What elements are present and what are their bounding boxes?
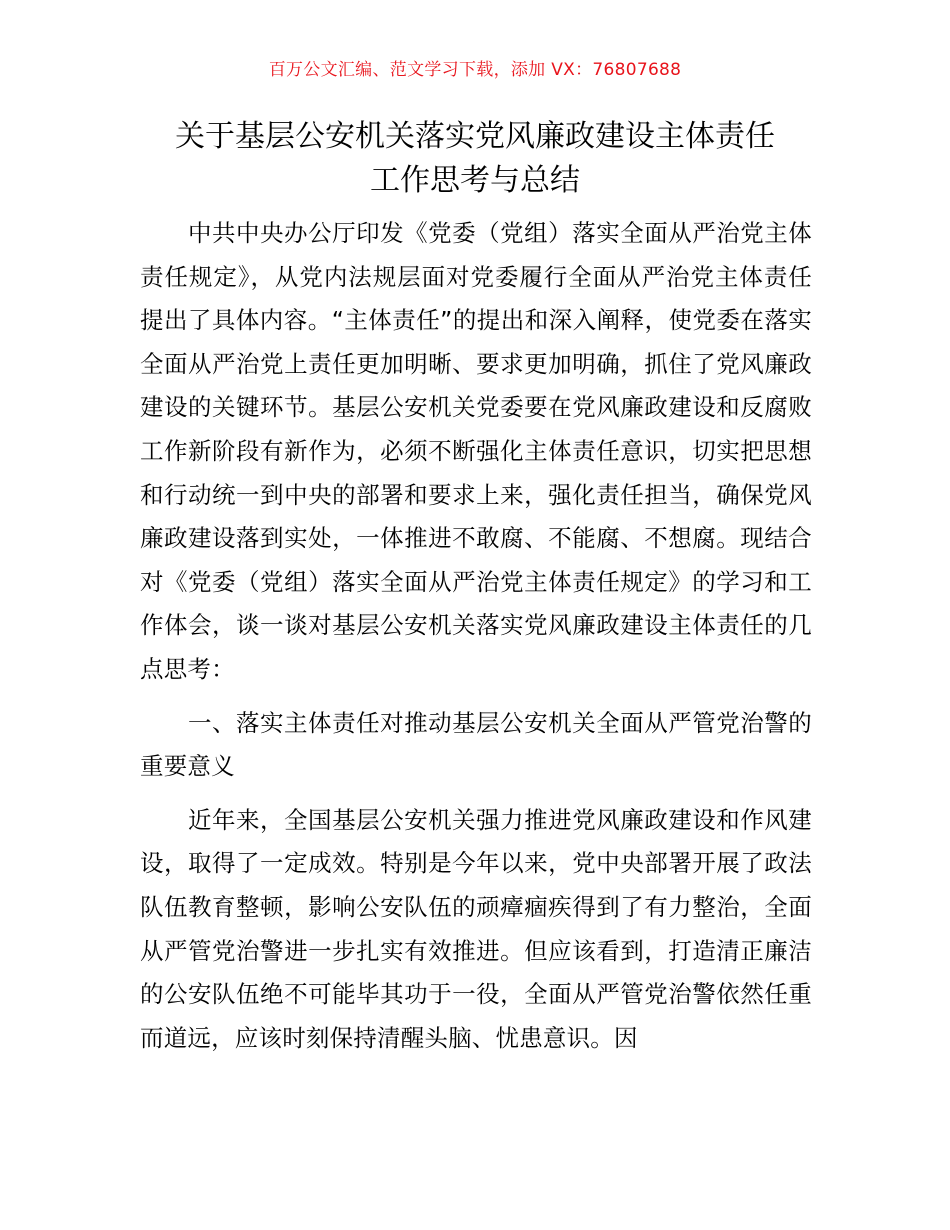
section-1-paragraph: 近年来，全国基层公安机关强力推进党风廉政建设和作风建设，取得了一定成效。特别是今年以来，党中央部署开展了政法队伍教育整顿，影响公安队伍的顽瘴痼疾得到了有力整治，全面从严管党治警进一步扎实有效推进。但应该看到，打造清正廉洁的公安队伍绝不可能毕其功于一役，全面从严管党治警依然任重而道远，应该时刻保持清醒头脑、忧患意识。因 [140,805,812,1052]
document-title [100,115,850,203]
document-body [140,212,812,1060]
watermark-header: 百万公文汇编、范文学习下载，添加 VX：76807688 [268,60,682,80]
intro-paragraph: 中共中央办公厅印发《党委（党组）落实全面从严治党主体责任规定》，从党内法规层面对党委履行全面从严治党主体责任提出了具体内容。“主体责任”的提出和深入阐释，使党委在落实全面从严治党上责任更加明晰、要求更加明确，抓住了党风廉政建设的关键环节。基层公安机关党委要在党风廉政建设和反腐败工作新阶段有新作为，必须不断强化主体责任意识，切实把思想和行动统一到中央的部署和要求上来，强化责任担当，确保党风廉政建设落到实处，一体推进不敢腐、不能腐、不想腐。现结合对《党委（党组）落实全面从严治党主体责任规定》的学习和工作体会，谈一谈对基层公安机关落实党风廉政建设主体责任的几点思考： [140,219,812,683]
section-1-heading: 一、落实主体责任对推动基层公安机关全面从严管党治警的重要意义 [140,708,812,781]
title-line-1: 关于基层公安机关落实党风廉政建设主体责任 [175,119,775,154]
title-line-2: 工作思考与总结 [370,163,580,198]
